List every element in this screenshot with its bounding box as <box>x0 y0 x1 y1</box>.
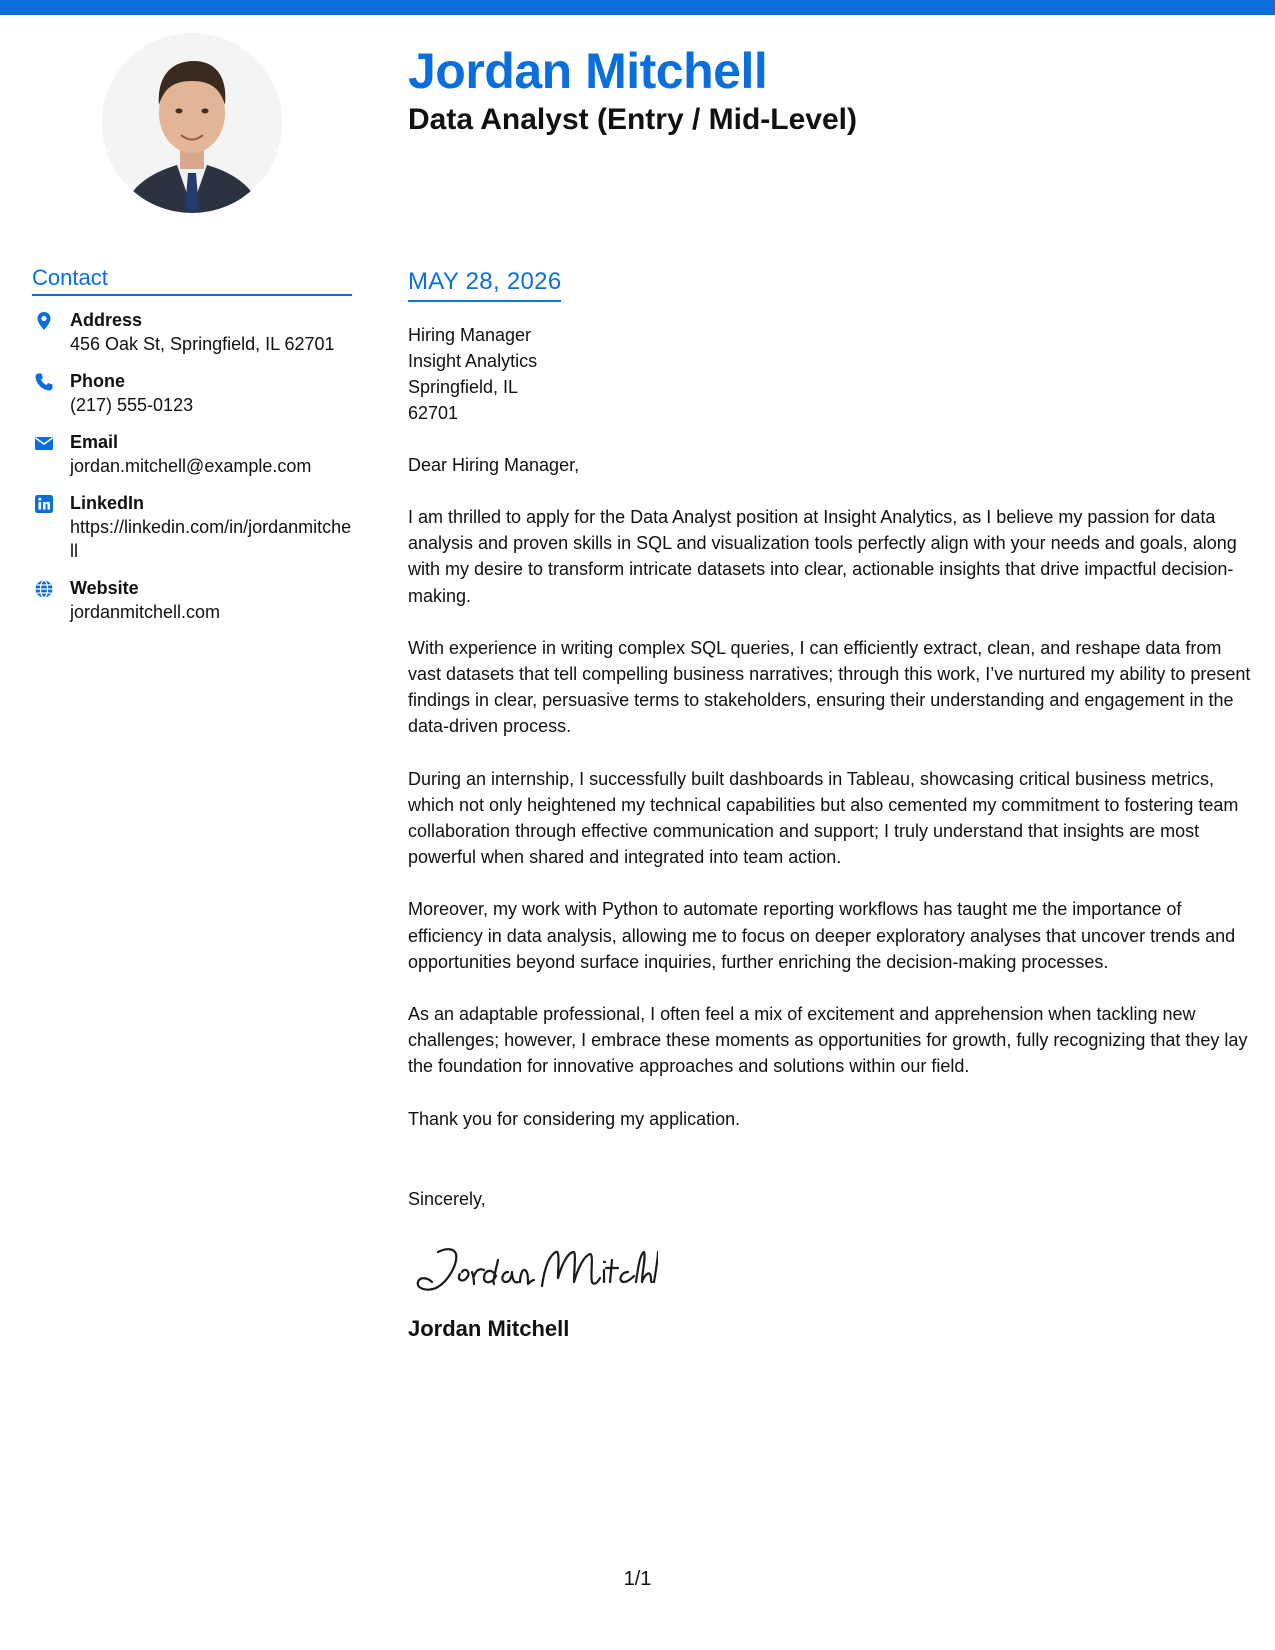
salutation: Dear Hiring Manager, <box>408 455 580 475</box>
contact-label: Email <box>70 432 119 452</box>
job-title: Data Analyst (Entry / Mid-Level) <box>408 103 857 136</box>
contact-label: Address <box>70 310 143 330</box>
letter-paragraph: During an internship, I successfully built dashboards in Tableau, showcasing critical business metrics, which not only heightened my technical capabilities but also cemented my commitment to fostering team collaboration through effective communication and support; I truly understand that insights are most powerful when shared and integrated into team action. <box>408 768 1239 868</box>
recipient-line: Insight Analytics <box>408 351 538 371</box>
recipient-line: Springfield, IL <box>408 377 519 397</box>
letter-paragraph: With experience in writing complex SQL queries, I can efficiently extract, clean, and reshape data from vast datasets that tell compelling business narratives; through this work, I’ve nurtured my ability to present findings in clear, persuasive terms to stakeholders, ensuring their understanding and engagement in the data-driven process. <box>408 637 1251 737</box>
contact-linkedin[interactable] <box>32 491 352 563</box>
contact-value: 456 Oak St, Springfield, IL 62701 <box>70 334 335 354</box>
date-block <box>408 268 561 302</box>
top-accent-bar <box>0 0 1275 15</box>
recipient-block <box>408 322 1253 426</box>
contact-email[interactable] <box>32 430 352 478</box>
contact-list <box>32 308 352 624</box>
contact-value[interactable]: jordanmitchell.com <box>70 602 221 622</box>
contact-label: Website <box>70 578 139 598</box>
letter-body <box>408 268 1253 1342</box>
page-number: 1/1 <box>623 1568 652 1590</box>
contact-sidebar <box>32 265 352 637</box>
contact-address <box>32 308 352 356</box>
letter-paragraph: Moreover, my work with Python to automate reporting workflows has taught me the importance of efficiency in data analysis, allowing me to focus on deeper exploratory analyses that uncover trends and opportunities beyond surface inquiries, further enriching the decision-making processes. <box>408 899 1236 972</box>
handwritten-signature <box>408 1238 1253 1298</box>
letter-date: MAY 28, 2026 <box>408 268 562 295</box>
linkedin-icon <box>34 494 54 514</box>
recipient-line: 62701 <box>408 403 459 423</box>
letter-paragraph: Thank you for considering my application. <box>408 1108 741 1129</box>
location-pin-icon <box>34 311 54 331</box>
profile-photo <box>102 33 282 213</box>
contact-label: Phone <box>70 371 126 391</box>
globe-icon <box>34 579 54 599</box>
contact-heading: Contact <box>32 265 352 296</box>
contact-value: (217) 555-0123 <box>70 395 194 415</box>
contact-value[interactable]: jordan.mitchell@example.com <box>70 456 312 476</box>
recipient-line: Hiring Manager <box>408 325 532 345</box>
phone-icon <box>34 372 54 392</box>
contact-phone <box>32 369 352 417</box>
letter-paragraph: I am thrilled to apply for the Data Analyst position at Insight Analytics, as I believe my passion for data analysis and proven skills in SQL and visualization tools perfectly align with your needs and goals, along with my desire to transform intricate datasets into clear, actionable insights that drive impactful decision-making. <box>408 507 1237 606</box>
signed-name: Jordan Mitchell <box>408 1315 570 1341</box>
email-icon <box>34 433 54 453</box>
contact-website[interactable] <box>32 576 352 624</box>
contact-value[interactable]: https://linkedin.com/in/jordanmitchell <box>70 517 352 561</box>
applicant-name: Jordan Mitchell <box>408 43 768 99</box>
closing: Sincerely, <box>408 1188 486 1209</box>
contact-label: LinkedIn <box>70 493 145 513</box>
letter-paragraph: As an adaptable professional, I often feel a mix of excitement and apprehension when tackling new challenges; however, I embrace these moments as opportunities for growth, fully recognizing that they lay the foundation for innovative approaches and solutions within our field. <box>408 1004 1248 1077</box>
